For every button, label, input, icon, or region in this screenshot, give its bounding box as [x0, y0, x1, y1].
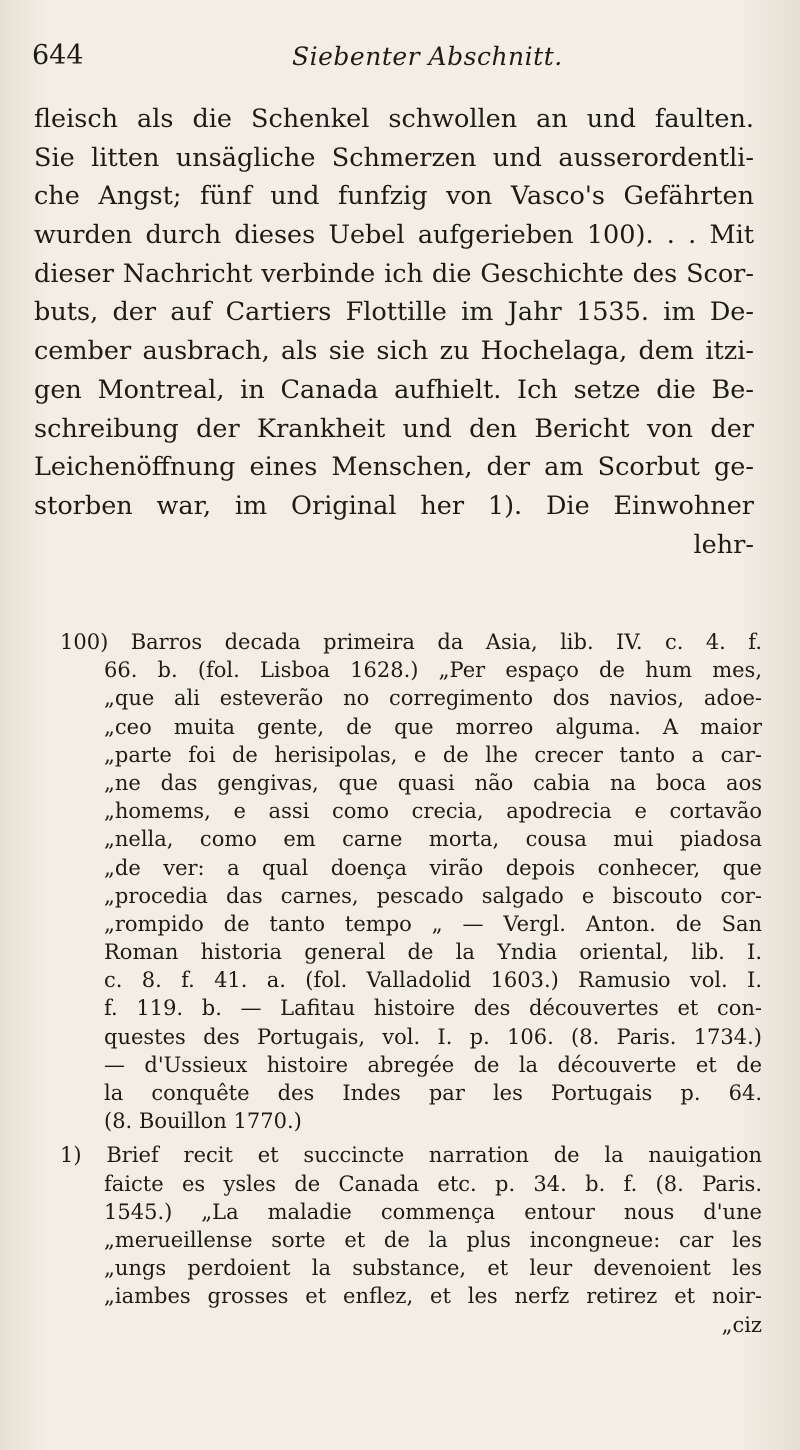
main-text: [34, 100, 754, 564]
footnote-line: 66. b. (fol. Lisboa 1628.) „Per espaço de hum mes,: [104, 658, 762, 683]
footnote-line: „ungs perdoient la substance, et leur devenoient les: [104, 1256, 762, 1281]
footnotes: [60, 628, 762, 1339]
footnote-line: questes des Portugais, vol. I. p. 106. (8. Paris. 1734.): [104, 1024, 762, 1049]
running-head: Siebenter Abschnitt.: [292, 42, 563, 71]
footnote-100: [60, 628, 762, 1135]
text-line: wurden durch dieses Uebel aufgerieben 100). . . Mit: [34, 220, 754, 251]
page-number: 644: [32, 40, 84, 71]
footnote-line: la conquête des Indes par les Portugais p. 64.: [104, 1081, 762, 1105]
footnote-line: „homems, e assi como crecia, apodrecia e cortavão: [104, 799, 762, 824]
footnote-line: „nella, como em carne morta, cousa mui piadosa: [104, 827, 762, 852]
footnote-line: 1) Brief recit et succincte narration de la nauigation: [60, 1143, 762, 1168]
text-line: dieser Nachricht verbinde ich die Geschichte des Scor-: [34, 258, 754, 289]
footnote-catchword: „ciz: [721, 1312, 762, 1337]
footnote-1: [60, 1141, 762, 1310]
footnote-line: „iambes grosses et enflez, et les nerfz retirez et noir-: [104, 1284, 762, 1309]
catchword: lehr-: [693, 529, 754, 560]
footnote-line: „ne das gengivas, que quasi não cabia na boca aos: [104, 770, 762, 795]
footnote-line: f. 119. b. — Lafitau histoire des découvertes et con-: [104, 996, 762, 1021]
footnote-line: „que ali esteverão no corregimento dos navios, adoe-: [104, 686, 762, 711]
footnote-line: Roman historia general de la Yndia oriental, lib. I.: [104, 940, 762, 965]
footnote-line: „de ver: a qual doença virão depois conhecer, que: [104, 855, 762, 880]
footnote-line: „procedia das carnes, pescado salgado e biscouto cor-: [104, 883, 762, 908]
text-line: schreibung der Krankheit und den Bericht von der: [34, 413, 754, 444]
text-line: storben war, im Original her 1). Die Einwohner: [34, 490, 754, 521]
text-line: Sie litten unsägliche Schmerzen und ausserordentli-: [34, 142, 754, 173]
footnote-line: 100) Barros decada primeira da Asia, lib. IV. c. 4. f.: [60, 630, 762, 654]
footnote-line: „rompido de tanto tempo „ — Vergl. Anton. de San: [104, 911, 762, 936]
page-header: [32, 40, 760, 80]
footnote-line: „merueillense sorte et de la plus incongneue: car les: [104, 1227, 762, 1252]
footnote-line: c. 8. f. 41. a. (fol. Valladolid 1603.) Ramusio vol. I.: [104, 968, 762, 993]
footnote-line: 1545.) „La maladie commença entour nous d'une: [104, 1199, 762, 1224]
text-line: che Angst; fünf und funfzig von Vasco's Gefährten: [34, 181, 754, 212]
text-line: Leichenöffnung eines Menschen, der am Scorbut ge-: [34, 452, 754, 483]
footnote-line: faicte es ysles de Canada etc. p. 34. b. f. (8. Paris.: [104, 1171, 762, 1196]
footnote-line: „parte foi de herisipolas, e de lhe crecer tanto a car-: [104, 742, 762, 767]
text-line: fleisch als die Schenkel schwollen an und faulten.: [34, 104, 754, 134]
footnote-line: — d'Ussieux histoire abregée de la découverte et de: [104, 1052, 762, 1077]
text-line: buts, der auf Cartiers Flottille im Jahr 1535. im De-: [34, 297, 754, 328]
footnote-line: (8. Bouillon 1770.): [104, 1109, 302, 1134]
footnote-line: „ceo muita gente, de que morreo alguma. A maior: [104, 714, 762, 739]
text-line: gen Montreal, in Canada aufhielt. Ich setze die Be-: [34, 374, 754, 405]
text-line: cember ausbrach, als sie sich zu Hochelaga, dem itzi-: [34, 336, 754, 367]
